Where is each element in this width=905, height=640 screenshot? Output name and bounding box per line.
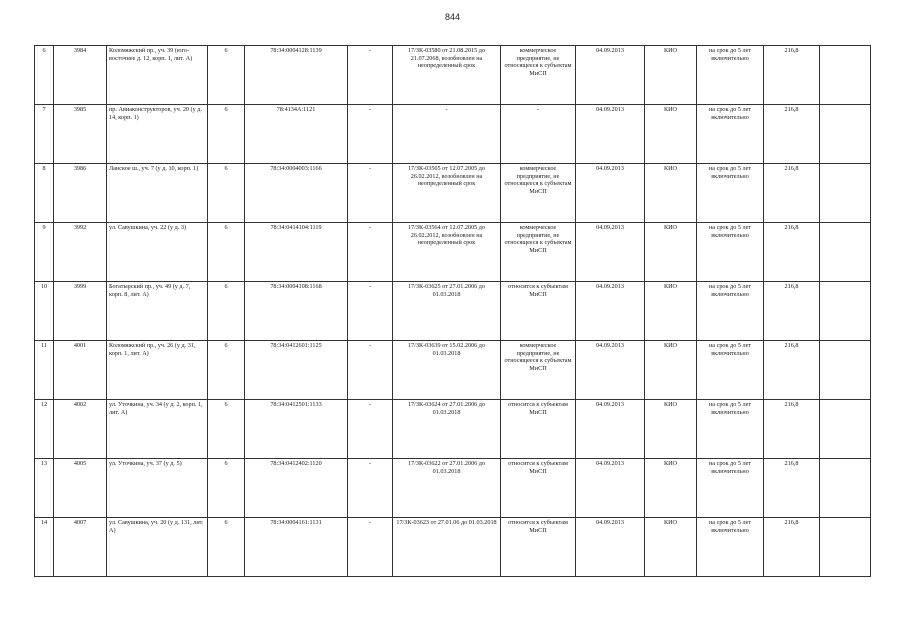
- zone-code: 6: [208, 459, 245, 518]
- subject-note: относится к субъектам МиСП: [501, 400, 576, 459]
- cadastral-number: 78:34:0004128:1139: [245, 46, 348, 105]
- empty-value: -: [348, 282, 393, 341]
- record-id: 4001: [54, 341, 107, 400]
- subject-note: коммерческое предприятие, не относящееся к субъектам МиСП: [501, 46, 576, 105]
- organization: КИО: [645, 459, 697, 518]
- organization: КИО: [645, 341, 697, 400]
- lease-term: на срок до 5 лет включительно: [697, 164, 764, 223]
- decision-date: 04.09.2013: [576, 105, 645, 164]
- zone-code: 6: [208, 105, 245, 164]
- table-row: [35, 105, 871, 164]
- area-value: 216,8: [764, 105, 820, 164]
- extra-cell: [820, 400, 871, 459]
- decision-date: 04.09.2013: [576, 400, 645, 459]
- row-number: 6: [35, 46, 54, 105]
- address: пр. Авиаконструкторов, уч. 20 (у д. 14, корп. 1): [107, 105, 208, 164]
- lease-term: на срок до 5 лет включительно: [697, 282, 764, 341]
- cadastral-number: 78:34:0412501:1133: [245, 400, 348, 459]
- address: Коломяжский пр., уч. 26 (у д. 31, корп. 1, лит. А): [107, 341, 208, 400]
- empty-value: -: [348, 341, 393, 400]
- subject-note: коммерческое предприятие, не относящееся к субъектам МиСП: [501, 341, 576, 400]
- contract-info: 17/ЗК-03565 от 12.07.2005 до 26.02.2012, возобновлен на неопределенный срок: [393, 164, 501, 223]
- contract-info: 17/ЗК-03564 от 12.07.2005 до 26.02.2012, возобновлен на неопределенный срок: [393, 223, 501, 282]
- cadastral-number: 78:34:0004003:1166: [245, 164, 348, 223]
- table-row: [35, 400, 871, 459]
- contract-info: 17/ЗК-03639 от 15.02.2006 до 01.03.2018: [393, 341, 501, 400]
- extra-cell: [820, 164, 871, 223]
- cadastral-number: 78:34:0412402:1120: [245, 459, 348, 518]
- registry-table: [34, 45, 871, 577]
- page-number: 844: [444, 12, 461, 22]
- row-number: 8: [35, 164, 54, 223]
- area-value: 216,8: [764, 164, 820, 223]
- address: ул. Савушкина, уч. 22 (у д. 3): [107, 223, 208, 282]
- zone-code: 6: [208, 46, 245, 105]
- row-number: 14: [35, 518, 54, 577]
- decision-date: 04.09.2013: [576, 459, 645, 518]
- area-value: 216,8: [764, 282, 820, 341]
- cadastral-number: 78:34:0414104:1119: [245, 223, 348, 282]
- lease-term: на срок до 5 лет включительно: [697, 518, 764, 577]
- contract-info: 17/ЗК-03622 от 27.01.2006 до 01.03.2018: [393, 459, 501, 518]
- row-number: 11: [35, 341, 54, 400]
- subject-note: коммерческое предприятие, не относящееся к субъектам МиСП: [501, 223, 576, 282]
- row-number: 13: [35, 459, 54, 518]
- lease-term: на срок до 5 лет включительно: [697, 341, 764, 400]
- address: Богатырский пр., уч. 49 (у д. 7, корп. 8, лит. А): [107, 282, 208, 341]
- extra-cell: [820, 518, 871, 577]
- area-value: 216,8: [764, 223, 820, 282]
- decision-date: 04.09.2013: [576, 164, 645, 223]
- address: ул. Савушкина, уч. 20 (у д. 131, лит. А): [107, 518, 208, 577]
- organization: КИО: [645, 518, 697, 577]
- empty-value: -: [348, 518, 393, 577]
- address: Коломяжский пр., уч. 39 (юго-восточнее д. 12, корп. 1, лит. А): [107, 46, 208, 105]
- lease-term: на срок до 5 лет включительно: [697, 46, 764, 105]
- cadastral-number: 78:34:0004161:1131: [245, 518, 348, 577]
- area-value: 216,8: [764, 459, 820, 518]
- record-id: 4007: [54, 518, 107, 577]
- table-row: [35, 46, 871, 105]
- table-row: [35, 459, 871, 518]
- address: Ланское ш., уч. 7 (у д. 10, корп. 1): [107, 164, 208, 223]
- subject-note: относится к субъектам МиСП: [501, 459, 576, 518]
- organization: КИО: [645, 46, 697, 105]
- lease-term: на срок до 5 лет включительно: [697, 223, 764, 282]
- area-value: 216,8: [764, 518, 820, 577]
- empty-value: -: [348, 105, 393, 164]
- table-row: [35, 164, 871, 223]
- address: ул. Уточкина, уч. 34 (у д. 2, корп. 1, лит. А): [107, 400, 208, 459]
- organization: КИО: [645, 164, 697, 223]
- row-number: 10: [35, 282, 54, 341]
- decision-date: 04.09.2013: [576, 46, 645, 105]
- organization: КИО: [645, 400, 697, 459]
- zone-code: 6: [208, 164, 245, 223]
- row-number: 7: [35, 105, 54, 164]
- zone-code: 6: [208, 341, 245, 400]
- cadastral-number: 78:34:0412601:1125: [245, 341, 348, 400]
- lease-term: на срок до 5 лет включительно: [697, 400, 764, 459]
- extra-cell: [820, 341, 871, 400]
- record-id: 3999: [54, 282, 107, 341]
- subject-note: -: [501, 105, 576, 164]
- zone-code: 6: [208, 518, 245, 577]
- decision-date: 04.09.2013: [576, 223, 645, 282]
- contract-info: 17/ЗК-03623 от 27.01.06 до 01.03.2018: [393, 518, 501, 577]
- subject-note: относится к субъектам МиСП: [501, 282, 576, 341]
- table-row: [35, 341, 871, 400]
- address: ул. Уточкина, уч. 37 (у д. 5): [107, 459, 208, 518]
- empty-value: -: [348, 46, 393, 105]
- record-id: 3984: [54, 46, 107, 105]
- contract-info: 17/ЗК-03624 от 27.01.2006 до 01.03.2018: [393, 400, 501, 459]
- empty-value: -: [348, 400, 393, 459]
- record-id: 4005: [54, 459, 107, 518]
- row-number: 12: [35, 400, 54, 459]
- zone-code: 6: [208, 282, 245, 341]
- decision-date: 04.09.2013: [576, 282, 645, 341]
- area-value: 216,8: [764, 46, 820, 105]
- extra-cell: [820, 223, 871, 282]
- area-value: 216,8: [764, 400, 820, 459]
- table-row: [35, 223, 871, 282]
- record-id: 3992: [54, 223, 107, 282]
- registry-rows: [35, 46, 871, 577]
- table-row: [35, 282, 871, 341]
- area-value: 216,8: [764, 341, 820, 400]
- zone-code: 6: [208, 400, 245, 459]
- cadastral-number: 78:4134А:1121: [245, 105, 348, 164]
- cadastral-number: 78:34:0004108:1168: [245, 282, 348, 341]
- decision-date: 04.09.2013: [576, 518, 645, 577]
- extra-cell: [820, 46, 871, 105]
- organization: КИО: [645, 223, 697, 282]
- table-row: [35, 518, 871, 577]
- organization: КИО: [645, 282, 697, 341]
- lease-term: на срок до 5 лет включительно: [697, 105, 764, 164]
- empty-value: -: [348, 459, 393, 518]
- zone-code: 6: [208, 223, 245, 282]
- organization: КИО: [645, 105, 697, 164]
- extra-cell: [820, 459, 871, 518]
- extra-cell: [820, 105, 871, 164]
- record-id: 4002: [54, 400, 107, 459]
- row-number: 9: [35, 223, 54, 282]
- contract-info: 17/ЗК-03625 от 27.01.2006 до 01.03.2018: [393, 282, 501, 341]
- record-id: 3985: [54, 105, 107, 164]
- subject-note: коммерческое предприятие, не относящееся к субъектам МиСП: [501, 164, 576, 223]
- contract-info: -: [393, 105, 501, 164]
- record-id: 3986: [54, 164, 107, 223]
- subject-note: относится к субъектам МиСП: [501, 518, 576, 577]
- lease-term: на срок до 5 лет включительно: [697, 459, 764, 518]
- extra-cell: [820, 282, 871, 341]
- decision-date: 04.09.2013: [576, 341, 645, 400]
- contract-info: 17/ЗК-03580 от 21.08.2015 до 21.07.2068, возобновлен на неопределенный срок: [393, 46, 501, 105]
- empty-value: -: [348, 164, 393, 223]
- empty-value: -: [348, 223, 393, 282]
